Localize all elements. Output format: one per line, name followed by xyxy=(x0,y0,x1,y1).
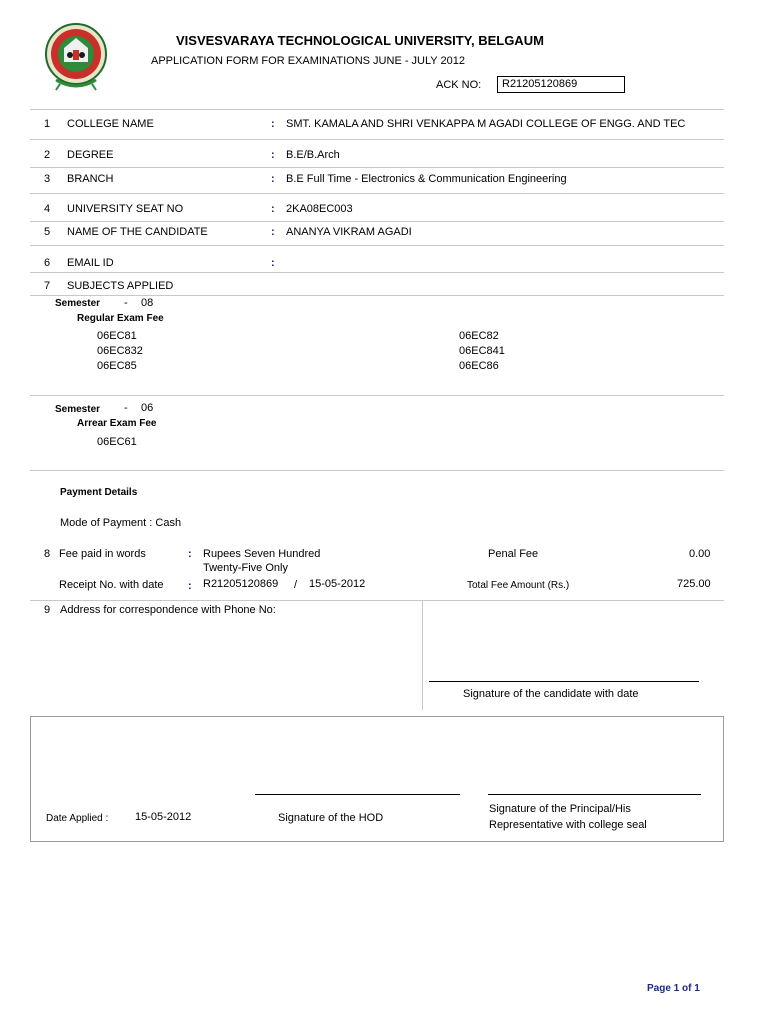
degree-value: B.E/B.Arch xyxy=(286,149,340,161)
field-num: 8 xyxy=(44,548,51,560)
fee-type: Regular Exam Fee xyxy=(77,313,164,324)
field-colon: : xyxy=(188,580,192,592)
signature-line xyxy=(488,794,701,795)
fee-words-label: Fee paid in words xyxy=(59,548,146,560)
college-name-value: SMT. KAMALA AND SHRI VENKAPPA M AGADI COLLEGE OF ENGG. AND TEC xyxy=(286,118,686,130)
divider xyxy=(30,470,724,471)
subject-code: 06EC86 xyxy=(459,360,499,372)
divider xyxy=(30,109,724,110)
receipt-date: 15-05-2012 xyxy=(309,578,366,590)
page-number: Page 1 of 1 xyxy=(647,983,700,994)
semester-number: 08 xyxy=(141,297,154,309)
semester-dash: - xyxy=(124,297,128,309)
branch-value: B.E Full Time - Electronics & Communication Engineering xyxy=(286,173,567,185)
field-num: 1 xyxy=(44,118,51,130)
university-logo xyxy=(44,22,108,94)
fee-type: Arrear Exam Fee xyxy=(77,418,157,429)
field-num: 5 xyxy=(44,226,51,238)
subject-code: 06EC61 xyxy=(97,436,137,448)
field-label: DEGREE xyxy=(67,149,114,161)
divider xyxy=(30,221,724,222)
field-colon: : xyxy=(271,226,275,238)
field-label: NAME OF THE CANDIDATE xyxy=(67,226,208,238)
field-colon: : xyxy=(271,173,275,185)
semester-number: 06 xyxy=(141,402,154,414)
subject-code: 06EC82 xyxy=(459,330,499,342)
field-colon: : xyxy=(271,149,275,161)
university-title: VISVESVARAYA TECHNOLOGICAL UNIVERSITY, BELGAUM xyxy=(176,33,544,48)
semester-dash: - xyxy=(124,402,128,414)
field-colon: : xyxy=(271,118,275,130)
divider xyxy=(30,395,724,396)
candidate-signature-label: Signature of the candidate with date xyxy=(463,688,639,700)
divider xyxy=(30,272,724,273)
total-fee-label: Total Fee Amount (Rs.) xyxy=(467,580,570,591)
address-label: Address for correspondence with Phone No: xyxy=(60,604,276,616)
total-fee-value: 725.00 xyxy=(677,578,711,590)
field-num: 9 xyxy=(44,604,51,616)
receipt-sep: / xyxy=(294,579,298,591)
penal-fee-label: Penal Fee xyxy=(488,548,539,560)
field-num: 6 xyxy=(44,257,51,269)
divider xyxy=(30,167,724,168)
form-title: APPLICATION FORM FOR EXAMINATIONS JUNE - JULY 2012 xyxy=(151,55,465,67)
hod-signature-label: Signature of the HOD xyxy=(278,812,384,824)
principal-signature-label-2: Representative with college seal xyxy=(489,819,647,831)
receipt-label: Receipt No. with date xyxy=(59,579,164,591)
subject-code: 06EC85 xyxy=(97,360,137,372)
divider xyxy=(30,245,724,246)
field-num: 2 xyxy=(44,149,51,161)
semester-label: Semester xyxy=(55,298,101,309)
field-label: COLLEGE NAME xyxy=(67,118,154,130)
date-applied-value: 15-05-2012 xyxy=(135,811,192,823)
payment-title: Payment Details xyxy=(60,487,138,498)
field-num: 7 xyxy=(44,280,51,292)
signature-line xyxy=(255,794,460,795)
field-colon: : xyxy=(271,257,275,269)
fee-words-line1: Rupees Seven Hundred xyxy=(203,548,321,560)
field-label: EMAIL ID xyxy=(67,257,114,269)
fee-words-line2: Twenty-Five Only xyxy=(203,562,288,574)
divider xyxy=(30,193,724,194)
ack-label: ACK NO: xyxy=(436,79,482,91)
principal-signature-label-1: Signature of the Principal/His xyxy=(489,803,631,815)
divider xyxy=(30,139,724,140)
field-colon: : xyxy=(188,548,192,560)
field-num: 4 xyxy=(44,203,51,215)
candidate-name-value: ANANYA VIKRAM AGADI xyxy=(286,226,412,238)
signature-line xyxy=(429,681,699,682)
semester-label: Semester xyxy=(55,404,101,415)
subject-code: 06EC841 xyxy=(459,345,505,357)
seat-no-value: 2KA08EC003 xyxy=(286,203,353,215)
subject-code: 06EC832 xyxy=(97,345,143,357)
field-label: BRANCH xyxy=(67,173,114,185)
receipt-number: R21205120869 xyxy=(203,578,279,590)
ack-number-box xyxy=(497,76,625,93)
divider xyxy=(30,295,724,296)
subject-code: 06EC81 xyxy=(97,330,137,342)
payment-mode: Mode of Payment : Cash xyxy=(60,517,182,529)
field-num: 3 xyxy=(44,173,51,185)
field-label: UNIVERSITY SEAT NO xyxy=(67,203,184,215)
date-applied-label: Date Applied : xyxy=(46,813,109,824)
penal-fee-value: 0.00 xyxy=(689,548,711,560)
field-label: SUBJECTS APPLIED xyxy=(67,280,174,292)
divider xyxy=(422,600,423,710)
ack-number: R21205120869 xyxy=(502,78,578,90)
divider xyxy=(30,600,724,601)
field-colon: : xyxy=(271,203,275,215)
